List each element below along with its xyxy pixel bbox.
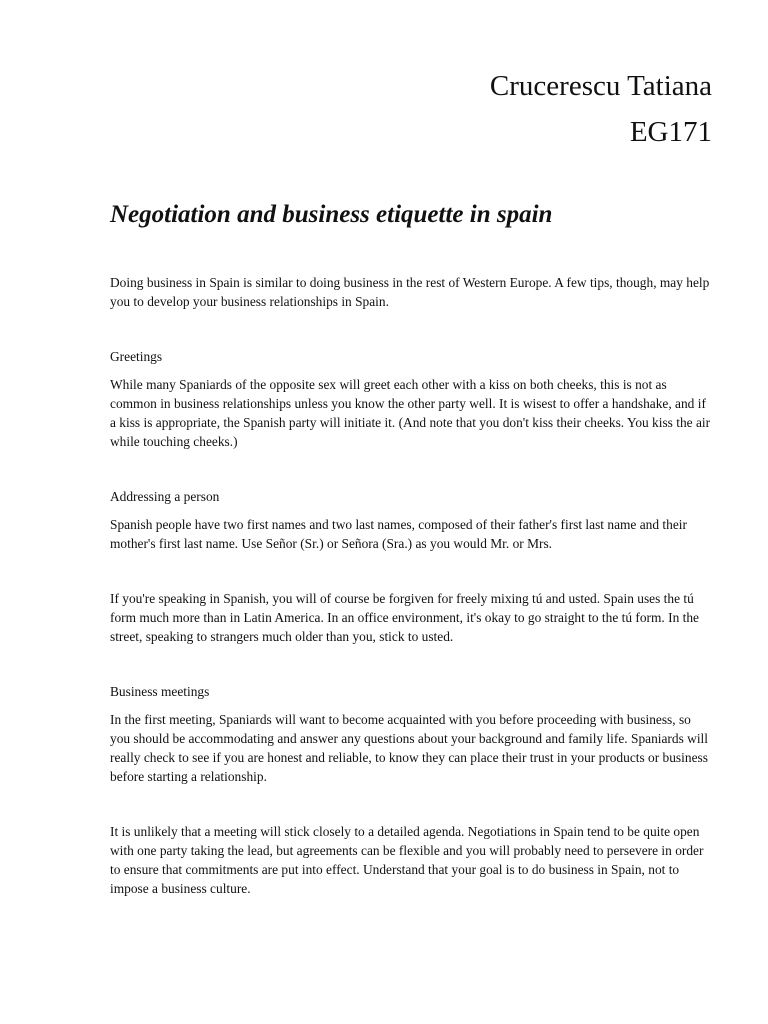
addressing-heading: Addressing a person — [110, 489, 220, 504]
course-code: EG171 — [629, 116, 712, 148]
addressing-paragraph-2: If you're speaking in Spanish, you will of course be forgiven for freely mixing tú and usted. Spain uses the tú form much more than in Latin America. In an office environment, it's okay to go straight to the tú form. In the street, speaking to strangers much older than you, stick to usted. — [110, 591, 699, 644]
greetings-heading: Greetings — [110, 349, 163, 364]
meetings-paragraph-1: In the first meeting, Spaniards will want to become acquainted with you before proceeding with business, so you should be accommodating and answer any questions about your background and family life. Spaniards will really check to see if you are honest and reliable, to know they can place their trust in your products or business before starting a relationship. — [110, 712, 708, 784]
author-name: Crucerescu Tatiana — [489, 70, 712, 102]
meetings-paragraph-2: It is unlikely that a meeting will stick closely to a detailed agenda. Negotiations in Spain tend to be quite open with one party taking the lead, but agreements can be flexible and you will probably need to persevere in order to ensure that commitments are put into effect. Understand that your goal is to do business in Spain, not to impose a business culture. — [110, 824, 704, 896]
document-title: Negotiation and business etiquette in spain — [110, 201, 553, 228]
author-block — [110, 66, 712, 152]
intro-paragraph: Doing business in Spain is similar to doing business in the rest of Western Europe. A few tips, though, may help you to develop your business relationships in Spain. — [110, 275, 710, 309]
meetings-heading: Business meetings — [110, 684, 210, 699]
addressing-paragraph-1: Spanish people have two first names and two last names, composed of their father's first last name and their mother's first last name. Use Señor (Sr.) or Señora (Sra.) as you would Mr. or Mrs. — [110, 517, 687, 551]
greetings-paragraph: While many Spaniards of the opposite sex will greet each other with a kiss on both cheeks, this is not as common in business relationships unless you know the other party well. It is wisest to offer a handshake, and if a kiss is appropriate, the Spanish party will initiate it. (And note that you don't kiss their cheeks. You kiss the air while touching cheeks.) — [110, 377, 711, 449]
